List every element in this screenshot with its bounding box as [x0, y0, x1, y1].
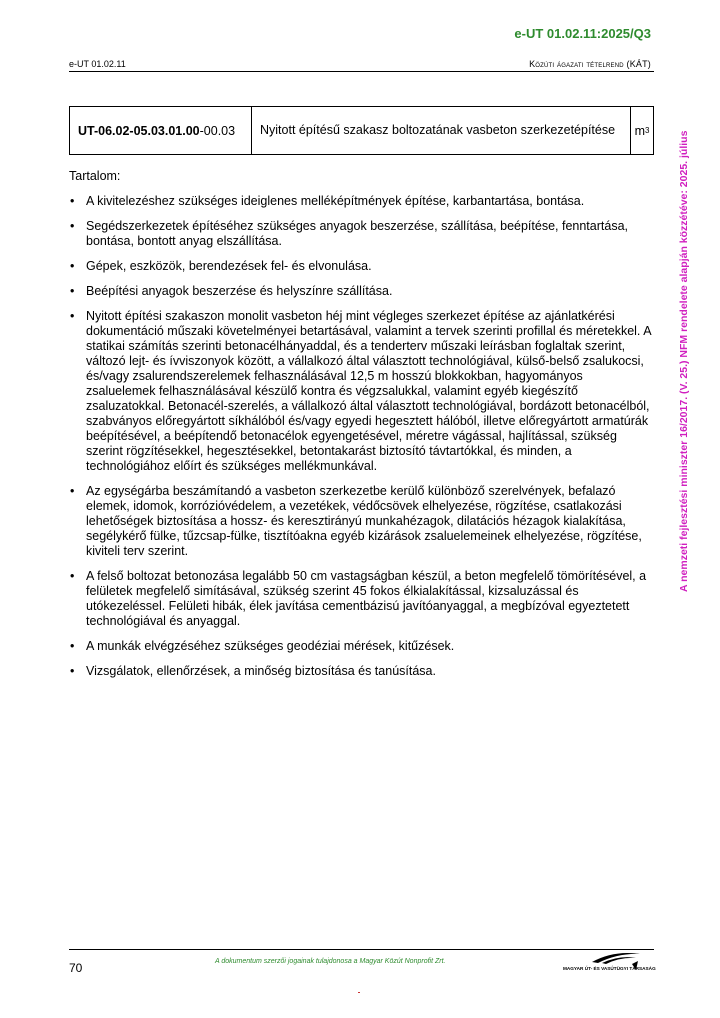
bullet-icon: •	[70, 259, 75, 273]
header-divider	[69, 71, 654, 72]
list-item-text: A kivitelezéshez szükséges ideiglenes melléképítmények építése, karbantartása, bontása.	[86, 194, 585, 208]
list-item-text: A munkák elvégzéséhez szükséges geodéziai mérések, kitűzések.	[86, 639, 455, 653]
content-section	[69, 169, 654, 689]
bullet-icon: •	[70, 664, 75, 678]
list-item-text: Az egységárba beszámítandó a vasbeton szerkezetbe kerülő különböző szerelvények, befalazó elemek, idomok, korrózióvédelem, a vezetékek, védőcsövek elhelyezése, rögzítése, csatlakozási lehetőségek biztosítása a hossz- és keresztirányú munkahézagok, dilatációs hézagok kialakítása, segélykérő fülke, tűzcsap-fülke, tisztítóakna egyéb kizárások zsaluelemeinek elhelyezése, rögzítése, kiviteli terv szerint.	[86, 484, 642, 558]
bullet-icon: •	[70, 484, 75, 498]
list-item	[69, 309, 654, 474]
bullet-icon: •	[70, 639, 75, 653]
bullet-icon: •	[70, 194, 75, 208]
publication-side-note: A nemzeti fejlesztési miniszter 16/2017. (V. 25.) NFM rendelete alapján közzétéve: 2025. július	[678, 130, 690, 592]
list-item	[69, 194, 654, 209]
list-item	[69, 664, 654, 679]
bullet-icon: •	[70, 569, 75, 583]
item-code-suffix: -00.03	[199, 123, 236, 138]
header-left-code: e-UT 01.02.11	[69, 59, 126, 69]
list-item	[69, 219, 654, 249]
list-item	[69, 639, 654, 654]
item-code-bold: UT-06.02-05.03.01.00	[78, 123, 200, 138]
list-item-text: Gépek, eszközök, berendezések fel- és elvonulása.	[86, 259, 372, 273]
list-item	[69, 484, 654, 559]
list-item-text: Segédszerkezetek építéséhez szükséges anyagok beszerzése, szállítása, beépítése, fenntartása, bontása, bontott anyag elszállítása.	[86, 219, 628, 248]
item-unit-cell	[631, 107, 653, 154]
page-mark	[358, 992, 360, 993]
company-logo-text: MAGYAR ÚT- ÉS VASÚTÜGYI TÁRSASÁG	[563, 966, 656, 971]
item-unit: m	[634, 123, 645, 138]
list-item-text: A felső boltozat betonozása legalább 50 cm vastagságban készül, a beton megfelelő tömörítésével, a felületek megfelelő simításával, szükség szerint 45 fokos élkialakítással, kizsaluzással és utókezeléssel. Felületi hibák, élek javítása cementbázisú javítóanyaggal, a megbízóval egyeztetett technológiával és anyaggal.	[86, 569, 647, 628]
list-item-text: Nyitott építési szakaszon monolit vasbeton héj mint végleges szerkezet építése az ajánlatkérési dokumentáció műszaki követelményei betartásával, valamint a tervek szerinti profillal és méretekkel. A statikai számítás szerinti betonacélhányaddal, és a tenderterv műszaki leírásban foglaltak szerint, változó lejt- és ívviszonyok között, a vállalkozó által választott technológiával, külső-belső zsalukocsi, és/vagy zsalurendszerelemek felhasználásával 12,5 m hosszú blokkokban, hagyományos zsaluelemek felhasználásával készülő kontra és végzsalukkal, valamint egyéb kiegészítő zsaluzatokkal. Betonacél-szerelés, a vállalkozó által választott technológiával, bordázott betonacélból, szabványos előregyártott síkhálóból és/vagy egyedi hegesztett hálóból, illetve előregyártott armatúrák beépítésével, a beépítendő betonacélok egyengetésével, méretre vágással, hajlítással, szükség szerint rögzítésekkel, hegesztésekkel, betontakarást biztosító távtartókkal, és minden, a technológiához előírt és szükséges mellékmunkával.	[86, 309, 651, 473]
copyright-notice: A dokumentum szerzői jogainak tulajdonosa a Magyar Közút Nonprofit Zrt.	[215, 958, 446, 965]
bullet-icon: •	[70, 219, 75, 233]
bullet-icon: •	[70, 309, 75, 323]
page-number: 70	[69, 961, 83, 975]
list-item	[69, 569, 654, 629]
content-bullet-list	[69, 194, 654, 679]
list-item-text: Beépítési anyagok beszerzése és helyszínre szállítása.	[86, 284, 393, 298]
company-logo-icon	[562, 948, 654, 980]
item-title: Nyitott építésű szakasz boltozatának vasbeton szerkezetépítése	[260, 123, 616, 137]
item-table	[69, 106, 654, 155]
list-item	[69, 284, 654, 299]
document-code: e-UT 01.02.11:2025/Q3	[514, 26, 651, 41]
list-item-text: Vizsgálatok, ellenőrzések, a minőség biztosítása és tanúsítása.	[86, 664, 436, 678]
content-title: Tartalom:	[69, 169, 121, 183]
header-right-text: Közúti ágazati tételrend (KÁT)	[529, 59, 651, 69]
item-title-cell	[252, 107, 631, 154]
item-code-cell	[70, 107, 252, 154]
item-unit-exponent: 3	[644, 126, 650, 135]
list-item	[69, 259, 654, 274]
header-right-title	[529, 59, 651, 69]
bullet-icon: •	[70, 284, 75, 298]
